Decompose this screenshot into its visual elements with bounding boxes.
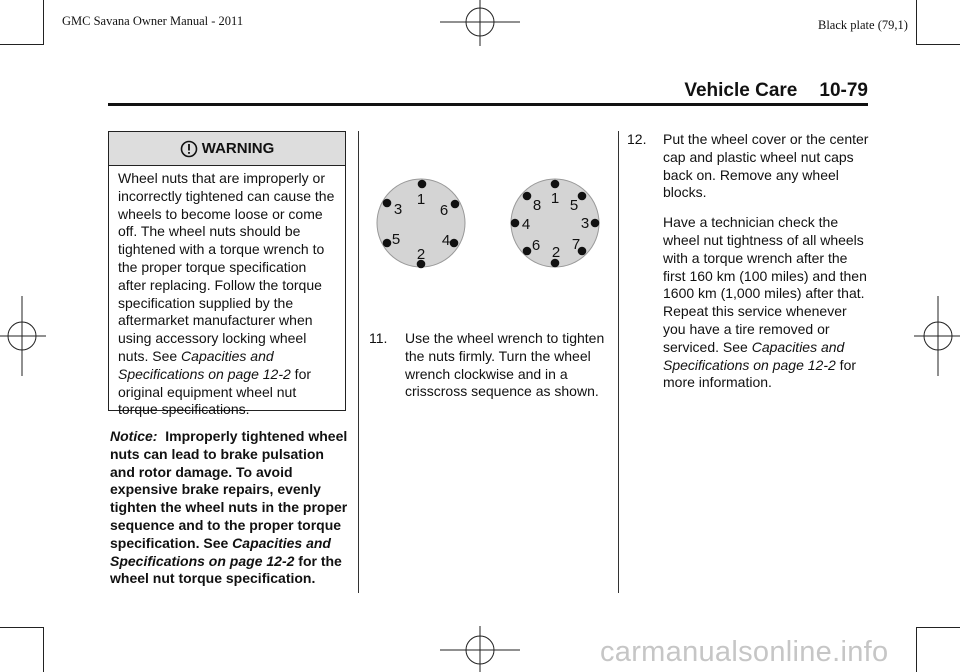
crop-mark (916, 627, 960, 628)
lug-number: 6 (439, 202, 449, 219)
step-number: 11. (369, 330, 388, 346)
lug-number: 4 (441, 232, 451, 249)
crop-mark (916, 627, 917, 672)
registration-mark-bottom (440, 626, 520, 672)
crop-mark (43, 0, 44, 45)
six-lug-wheel (377, 179, 465, 268)
step-note: Have a technician check the wheel nut tightness of all wheels with a torque wrench after the first 160 km (100 miles) and then 1600 km (1,000 miles) after that. Repeat this service whenever you have a tire removed or serviced. See Capacities and Specifications on page 12-2 for more information. (663, 214, 867, 391)
notice-link[interactable]: Capacities and Specifications on page 12-2 (110, 534, 331, 569)
registration-mark-right (914, 296, 960, 376)
lug-number: 8 (532, 197, 542, 214)
lug-nut (451, 200, 460, 209)
lug-nut (418, 180, 427, 189)
step-number: 12. (627, 131, 647, 147)
section-title: Vehicle Care (684, 80, 798, 101)
lug-nut-diagram (368, 172, 608, 272)
warning-icon (180, 140, 198, 158)
warning-title: WARNING (201, 140, 275, 157)
lug-number: 4 (521, 216, 531, 233)
lug-nut (450, 239, 459, 248)
watermark: carmanualsonline.info (600, 636, 889, 668)
lug-number: 5 (569, 197, 579, 214)
lug-number: 3 (393, 201, 403, 218)
lug-nut (591, 219, 600, 228)
lug-number: 7 (571, 236, 581, 253)
warning-link[interactable]: Capacities and Specifications on page 12-2 (118, 347, 291, 382)
lug-number: 1 (550, 190, 560, 207)
crop-mark (0, 627, 44, 628)
running-head (684, 80, 868, 102)
registration-mark-left (0, 296, 46, 376)
eight-lug-wheel (511, 179, 600, 267)
warning-box (108, 131, 346, 418)
notice-paragraph: Notice: Improperly tightened wheel nuts can lead to brake pulsation and rotor damage. To avoid expensive brake repairs, evenly tighten the wheel nuts in the proper sequence and to the proper torque specification. See Capacities and Specifications on page 12-2 for the wheel nut torque specification. (110, 428, 348, 587)
crop-mark (916, 44, 960, 45)
step-text: Put the wheel cover or the center cap and plastic wheel nut caps back on. Remove any wheel blocks. (663, 131, 869, 201)
step-12 (627, 131, 873, 392)
page-number: 10-79 (819, 80, 868, 101)
column-divider (358, 131, 359, 593)
lug-nut (523, 192, 532, 201)
step-text: Use the wheel wrench to tighten the nuts firmly. Turn the wheel wrench clockwise and in a crisscross sequence as shown. (405, 330, 605, 400)
lug-number: 2 (551, 244, 561, 261)
crop-mark (916, 0, 917, 45)
warning-text: Wheel nuts that are improperly or incorrectly tightened can cause the wheels to become loose or come off. The wheel nuts should be tightened with a torque wrench to the proper torque specification after replacing. Follow the torque specification supplied by the aftermarket manufacturer when using accessory locking wheel nuts. See Capacities and Specifications on page 12-2 for original equipment wheel nut torque specifications. (118, 170, 335, 418)
lug-number: 1 (416, 191, 426, 208)
lug-nut (383, 199, 392, 208)
crop-mark (0, 44, 44, 45)
manual-title: GMC Savana Owner Manual - 2011 (62, 14, 244, 28)
plate-label: Black plate (79,1) (818, 18, 908, 32)
notice-label: Notice: (110, 428, 158, 444)
lug-number: 2 (416, 246, 426, 263)
lug-number: 6 (531, 237, 541, 254)
lug-nut (523, 247, 532, 256)
step-11 (369, 330, 609, 401)
header-rule (108, 103, 868, 106)
lug-nut (383, 239, 392, 248)
registration-mark-top (440, 0, 520, 46)
column-divider (618, 131, 619, 593)
crop-mark (43, 627, 44, 672)
lug-nut (578, 192, 587, 201)
warning-header (109, 132, 345, 166)
step-link[interactable]: Capacities and Specifications on page 12-2 (663, 338, 845, 373)
lug-nut (551, 180, 560, 189)
lug-number: 5 (391, 231, 401, 248)
lug-nut (511, 219, 520, 228)
lug-number: 3 (580, 215, 590, 232)
